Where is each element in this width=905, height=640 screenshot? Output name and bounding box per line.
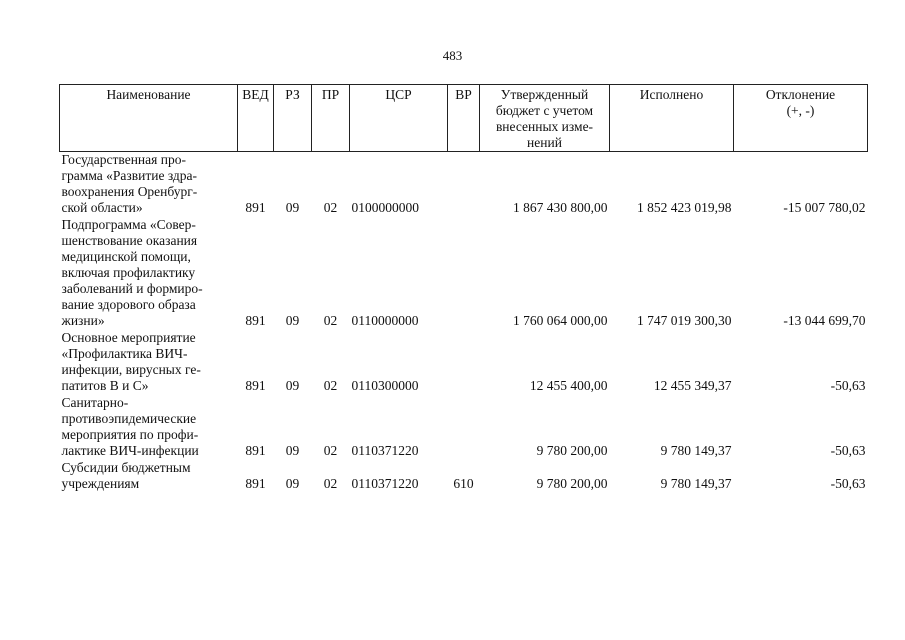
row-name-line: противоэпидемические [61,411,197,426]
row-name [60,152,238,218]
row-name-line: жизни» [61,313,105,328]
header-approved-line: Утвержденный [500,87,589,102]
row-vr [448,152,480,218]
header-deviation [734,85,868,152]
header-deviation-line: Отклонение [765,87,836,102]
row-ved: 891 [245,476,266,491]
row-pr: 02 [323,313,338,328]
row-deviation: -50,63 [830,378,866,393]
row-pr: 02 [323,378,338,393]
row-vr [448,217,480,330]
row-ved: 891 [245,378,266,393]
header-csr: ЦСР [350,85,448,152]
row-pr: 02 [323,443,338,458]
row-name-line: патитов В и С» [61,378,149,393]
row-name-line: Субсидии бюджетным [61,460,191,475]
row-deviation: -50,63 [830,476,866,491]
row-name-line: Подпрограмма «Совер- [61,217,196,232]
row-executed: 1 747 019 300,30 [637,313,732,328]
row-vr: 610 [453,476,474,491]
row-approved: 1 867 430 800,00 [513,200,608,215]
row-ved: 891 [245,443,266,458]
row-approved: 1 760 064 000,00 [513,313,608,328]
row-name-line: учреждениям [61,476,140,491]
row-name-line: лактике ВИЧ-инфекции [61,443,199,458]
row-deviation: -13 044 699,70 [783,313,866,328]
row-approved: 12 455 400,00 [529,378,608,393]
row-vr [448,330,480,395]
row-rz: 09 [285,313,300,328]
row-rz: 09 [285,476,300,491]
header-approved-line: нений [527,135,562,150]
row-vr [448,395,480,460]
header-name: Наименование [60,85,238,152]
row-name-line: медицинской помощи, [61,249,191,264]
row-name-line: Основное мероприятие [61,330,196,345]
row-ved: 891 [245,200,266,215]
row-name-line: мероприятия по профи- [61,427,199,442]
header-row [60,85,868,152]
row-name [60,460,238,493]
table-body [60,152,868,494]
row-name-line: Государственная про- [61,152,186,167]
row-pr: 02 [323,476,338,491]
row-rz: 09 [285,443,300,458]
table-row [60,217,868,330]
row-rz: 09 [285,378,300,393]
row-approved: 9 780 200,00 [536,443,608,458]
row-name [60,217,238,330]
header-ved: ВЕД [238,85,274,152]
row-csr: 0110300000 [351,378,419,393]
row-deviation: -50,63 [830,443,866,458]
row-executed: 1 852 423 019,98 [637,200,732,215]
row-name-line: грамма «Развитие здра- [61,168,198,183]
row-name-line: ской области» [61,200,143,215]
row-csr: 0110371220 [351,443,419,458]
row-csr: 0110371220 [351,476,419,491]
row-name-line: шенствование оказания [61,233,198,248]
table-row [60,152,868,218]
row-approved: 9 780 200,00 [536,476,608,491]
row-name-line: воохранения Оренбург- [61,184,198,199]
table-row [60,330,868,395]
row-name-line: инфекции, вирусных ге- [61,362,201,377]
header-executed: Исполнено [610,85,734,152]
row-executed: 9 780 149,37 [660,476,732,491]
row-name-line: Санитарно- [61,395,129,410]
header-approved-budget [480,85,610,152]
header-approved-line: бюджет с учетом [495,103,594,118]
row-deviation: -15 007 780,02 [783,200,866,215]
row-name [60,330,238,395]
header-deviation-line: (+, -) [786,103,815,118]
row-executed: 12 455 349,37 [653,378,732,393]
row-rz: 09 [285,200,300,215]
row-pr: 02 [323,200,338,215]
row-csr: 0100000000 [351,200,419,215]
table-row [60,395,868,460]
row-name [60,395,238,460]
header-rz: РЗ [274,85,312,152]
header-pr: ПР [312,85,350,152]
row-name-line: включая профилактику [61,265,196,280]
row-executed: 9 780 149,37 [660,443,732,458]
page-number: 483 [442,48,463,63]
row-ved: 891 [245,313,266,328]
header-vr: ВР [448,85,480,152]
header-approved-line: внесенных изме- [495,119,594,134]
row-name-line: вание здорового образа [61,297,196,312]
table-row [60,460,868,493]
row-csr: 0110000000 [351,313,419,328]
row-name-line: «Профилактика ВИЧ- [61,346,188,361]
row-name-line: заболеваний и формиро- [61,281,203,296]
table-header [60,85,868,152]
budget-execution-table [59,84,868,493]
